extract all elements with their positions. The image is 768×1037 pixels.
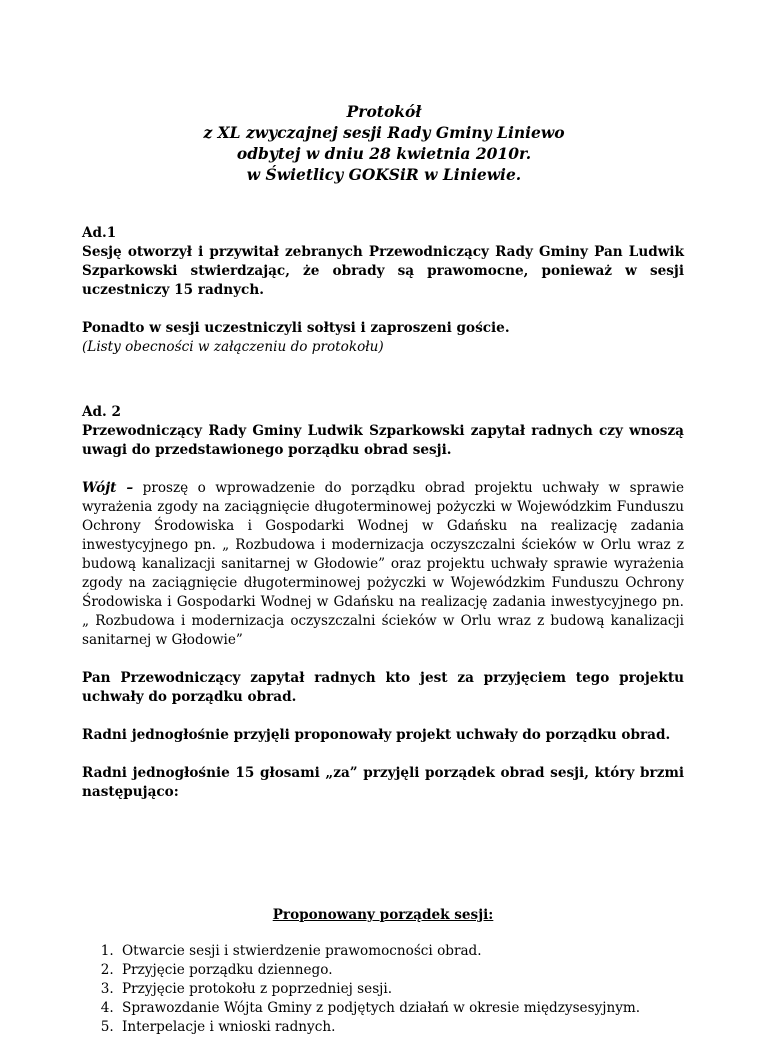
title-line-1: Protokół xyxy=(346,102,422,121)
title-line-2: z XL zwyczajnej sesji Rady Gminy Liniewo xyxy=(203,123,565,142)
title-line-4: w Świetlicy GOKSiR w Liniewie. xyxy=(246,165,522,184)
agenda-list xyxy=(82,942,684,1037)
list-item: 4. Sprawozdanie Wójta Gminy z podjętych działań w okresie międzysesyjnym. xyxy=(118,999,684,1018)
ad2-vote-result-1: Radni jednogłośnie przyjęli proponowały projekt uchwały do porządku obrad. xyxy=(82,727,671,743)
ad2-question-text: Przewodniczący Rady Gminy Ludwik Szparkowski zapytał radnych czy wnoszą uwagi do przedstawionego porządku obrad sesji. xyxy=(82,423,684,458)
agenda-title: Proponowany porządek sesji: xyxy=(272,907,494,923)
document-body xyxy=(82,224,684,1037)
list-item: 5. Interpelacje i wnioski radnych. xyxy=(118,1018,684,1037)
ad2-vote-question: Pan Przewodniczący zapytał radnych kto jest za przyjęciem tego projektu uchwały do porządku obrad. xyxy=(82,670,684,705)
list-item: 3. Przyjęcie protokołu z poprzedniej sesji. xyxy=(118,980,684,999)
ad1-opening-text: Sesję otworzył i przywitał zebranych Przewodniczący Rady Gminy Pan Ludwik Szparkowski stwierdzając, że obrady są prawomocne, ponieważ w sesji uczestniczy 15 radnych. xyxy=(82,244,684,298)
statement-text: proszę o wprowadzenie do porządku obrad projektu uchwały w sprawie wyrażenia zgody na zaciągnięcie długoterminowej pożyczki w Wojewódzkim Funduszu Ochrony Środowiska i Gospodarki Wodnej w Gdańsku na realizację zadania inwestycyjnego pn. „ Rozbudowa i modernizacja oczyszczalni ścieków w Orlu wraz z budową kanalizacji sanitarnej w Głodowie” oraz projektu uchwały sprawie wyrażenia zgody na zaciągnięcie długoterminowej pożyczki w Wojewódzkim Funduszu Ochrony Środowiska i Gospodarki Wodnej w Gdańsku na realizację zadania inwestycyjnego pn. „ Rozbudowa i modernizacja oczyszczalni ścieków w Orlu wraz z budową kanalizacji sanitarnej w Głodowie” xyxy=(82,480,684,648)
speaker-label: Wójt – xyxy=(82,480,134,496)
ad2-wojt-statement xyxy=(82,479,684,650)
ad1-guests-text: Ponadto w sesji uczestniczyli sołtysi i zaproszeni goście. xyxy=(82,320,510,336)
ad1-heading: Ad.1 xyxy=(82,225,117,241)
ad2-heading: Ad. 2 xyxy=(82,404,121,420)
list-item: 2. Przyjęcie porządku dziennego. xyxy=(118,961,684,980)
list-item: 1. Otwarcie sesji i stwierdzenie prawomocności obrad. xyxy=(118,942,684,961)
protocol-title xyxy=(0,101,768,185)
ad2-vote-result-2: Radni jednogłośnie 15 głosami „za” przyjęli porządek obrad sesji, który brzmi następująco: xyxy=(82,765,684,800)
title-line-3: odbytej w dniu 28 kwietnia 2010r. xyxy=(236,144,532,163)
ad1-attendance-note: (Listy obecności w załączeniu do protokołu) xyxy=(82,339,384,355)
